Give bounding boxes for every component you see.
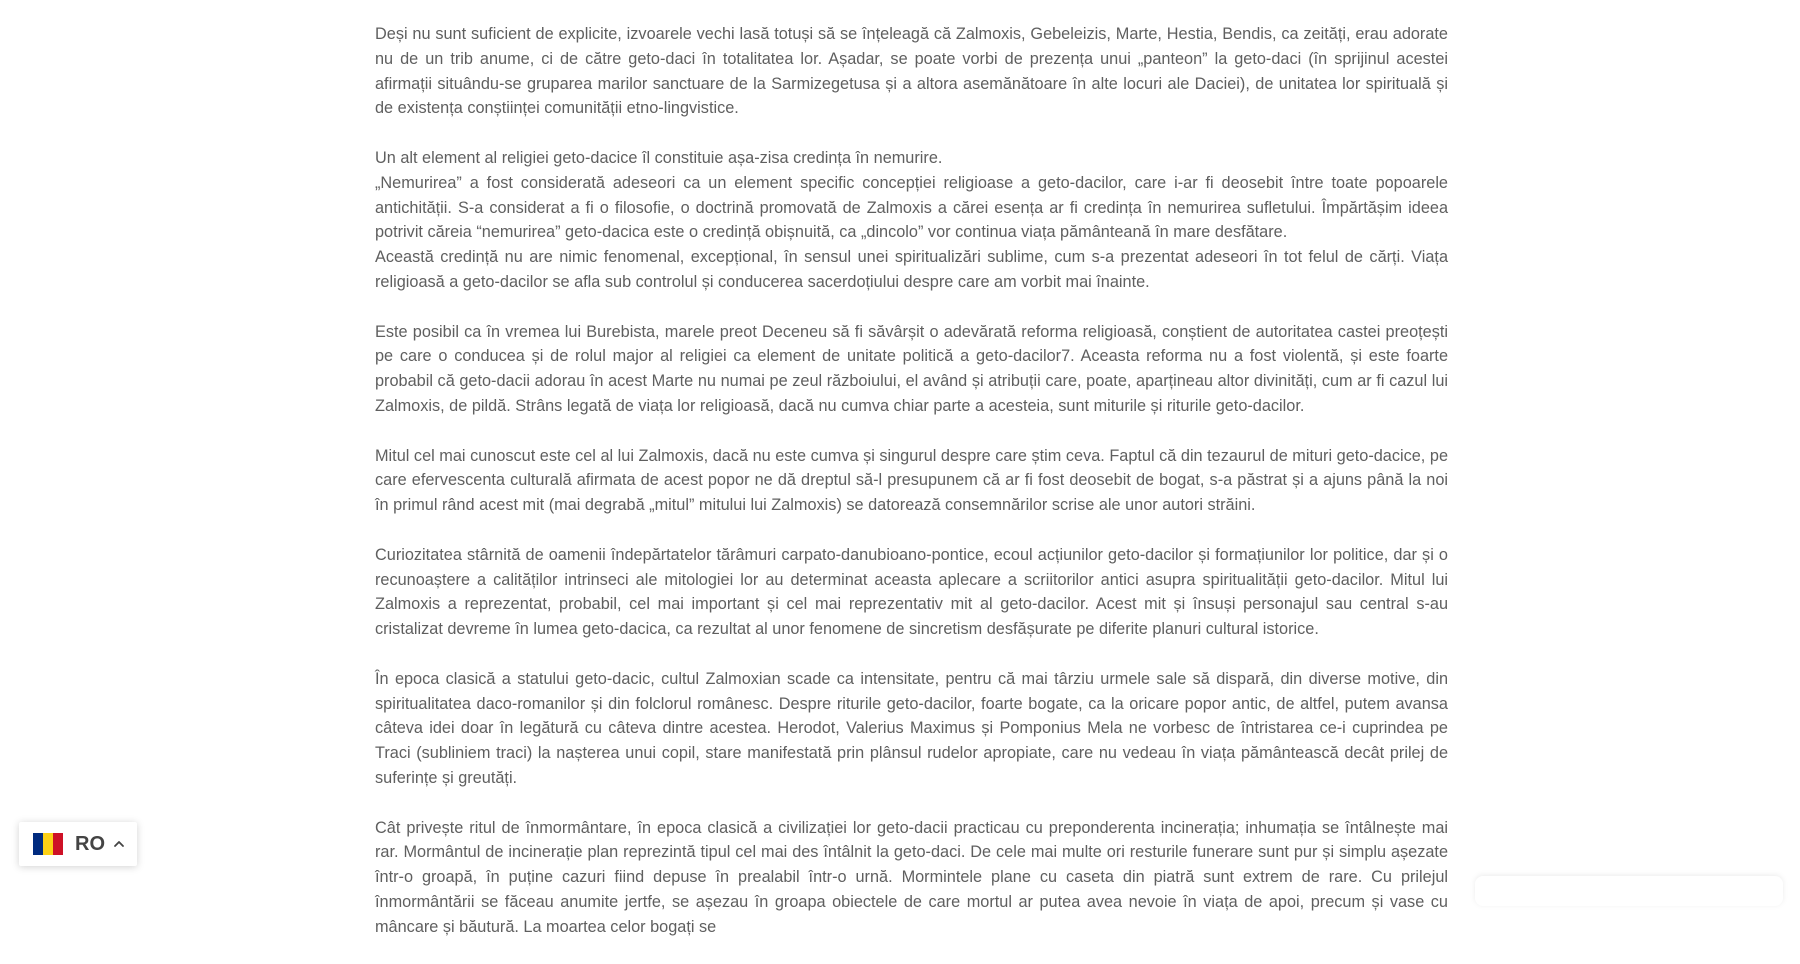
article-paragraph <box>375 667 1448 791</box>
chat-widget-panel[interactable] <box>1475 876 1783 906</box>
paragraph-line: Deși nu sunt suficient de explicite, izvoarele vechi lasă totuși să se înțeleagă că Zalmoxis, Gebeleizis, Marte, Hestia, Bendis, ca zeități, erau adorate nu de un trib anume, ci de către geto-daci în totalitatea lor. Așadar, se poate vorbi de prezența unui „panteon” la geto-daci (în sprijinul acestei afirmații situându-se gruparea marilor sanctuare de la Sarmizegetusa și a altora asemănătoare în alte locuri ale Daciei), de unitatea lor spirituală și de existența conștiinței comunității etno-lingvistice. <box>375 25 1448 118</box>
flag-stripe-yellow <box>43 833 53 855</box>
language-switcher[interactable] <box>19 822 137 866</box>
article-paragraph <box>375 146 1448 295</box>
chevron-up-icon <box>113 838 125 850</box>
romania-flag-icon <box>33 833 63 855</box>
flag-stripe-blue <box>33 833 43 855</box>
article-paragraph <box>375 543 1448 642</box>
article-paragraph <box>375 22 1448 121</box>
flag-stripe-red <box>53 833 63 855</box>
article-paragraph <box>375 816 1448 940</box>
language-code: RO <box>75 832 105 855</box>
article-body <box>375 22 1448 964</box>
paragraph-line: „Nemurirea” a fost considerată adeseori ca un element specific concepției religioase a geto-dacilor, care i-ar fi deosebit între toate popoarele antichității. S-a considerat a fi o filosofie, o doctrină promovată de Zalmoxis a cărei esența ar fi credința în nemurirea sufletului. Împărtășim ideea potrivit căreia “nemurirea” geto-dacica este o credință obișnuită, ca „dincolo” vor continua viața pământeană în mare desfătare. <box>375 173 1448 242</box>
paragraph-line: Curiozitatea stârnită de oamenii îndepărtatelor tărâmuri carpato-danubioano-pontice, ecoul acțiunilor geto-dacilor și formațiunilor lor politice, dar și o recunoaștere a calităților intrinseci ale mitologiei lor au determinat aceasta aplecare a scriitorilor antici asupra spiritualității geto-dacilor. Mitul lui Zalmoxis a reprezentat, probabil, cel mai important și cel mai reprezentativ mit al geto-dacilor. Acest mit și însuși personajul sau central s-au cristalizat devreme în lumea geto-dacica, ca rezultat al unor fenomene de sincretism desfășurate pe diferite planuri cultural istorice. <box>375 545 1448 639</box>
paragraph-line: Cât privește ritul de înmormântare, în epoca clasică a civilizației lor geto-dacii practicau cu preponderenta incinerația; inhumația se întâlnește mai rar. Mormântul de incinerație plan reprezintă tipul cel mai des întâlnit la geto-daci. De cele mai multe ori resturile funerare sunt pur și simplu așezate într-o groapă, în puține cazuri fiind depuse în prealabil într-o urnă. Mormintele plane cu caseta din piatră sunt extrem de rare. Cu prilejul înmormântării se făceau anumite jertfe, se așezau în groapa obiectele de care mortul ar putea avea nevoie în viața de apoi, precum și vase cu mâncare și băutură. La moartea celor bogați se <box>375 818 1448 936</box>
paragraph-line: Mitul cel mai cunoscut este cel al lui Zalmoxis, dacă nu este cumva și singurul despre care știm ceva. Faptul că din tezaurul de mituri geto-dacice, pe care efervescenta culturală afirmata de acest popor ne dă dreptul să-l presupunem că ar fi fost deosebit de bogat, s-a păstrat și a ajuns până la noi în primul rând acest mit (mai degrabă „mitul” mitului lui Zalmoxis) se datorează consemnărilor scrise ale unor autori străini. <box>375 446 1448 515</box>
paragraph-line: Este posibil ca în vremea lui Burebista, marele preot Deceneu să fi săvârșit o adevărată reforma religioasă, conștient de autoritatea castei preoțești pe care o conducea și de rolul major al religiei ca element de unitate politică a geto-dacilor7. Aceasta reforma nu a fost violentă, și este foarte probabil că geto-dacii adorau în acest Marte nu numai pe zeul războiului, el având și atribuții care, poate, aparțineau altor divinități, cum ar fi cazul lui Zalmoxis, de pildă. Strâns legată de viața lor religioasă, dacă nu cumva chiar parte a acesteia, sunt miturile și riturile geto-dacilor. <box>375 322 1448 415</box>
paragraph-line: Această credință nu are nimic fenomenal, excepțional, în sensul unei spiritualizări sublime, cum s-a prezentat adeseori în tot felul de cărți. Viața religioasă a geto-dacilor se afla sub controlul și conducerea sacerdoțiului despre care am vorbit mai înainte. <box>375 248 1448 291</box>
article-paragraph <box>375 320 1448 419</box>
article-paragraph <box>375 444 1448 518</box>
paragraph-line: În epoca clasică a statului geto-dacic, cultul Zalmoxian scade ca intensitate, pentru că mai târziu urmele sale să dispară, din diverse motive, din spiritualitatea daco-romanilor și din folclorul românesc. Despre riturile geto-dacilor, foarte bogate, ca la oricare popor antic, de altfel, putem avansa câteva idei doar în legătură cu câteva dintre acestea. Herodot, Valerius Maximus și Pomponius Mela ne vorbesc de întristarea ce-i cuprindea pe Traci (subliniem traci) la nașterea unui copil, stare manifestată prin plânsul rudelor apropiate, care nu vedeau în viața pământească decât prilej de suferințe și greutăți. <box>375 669 1448 787</box>
paragraph-line: Un alt element al religiei geto-dacice îl constituie așa-zisa credința în nemurire. <box>375 148 943 167</box>
